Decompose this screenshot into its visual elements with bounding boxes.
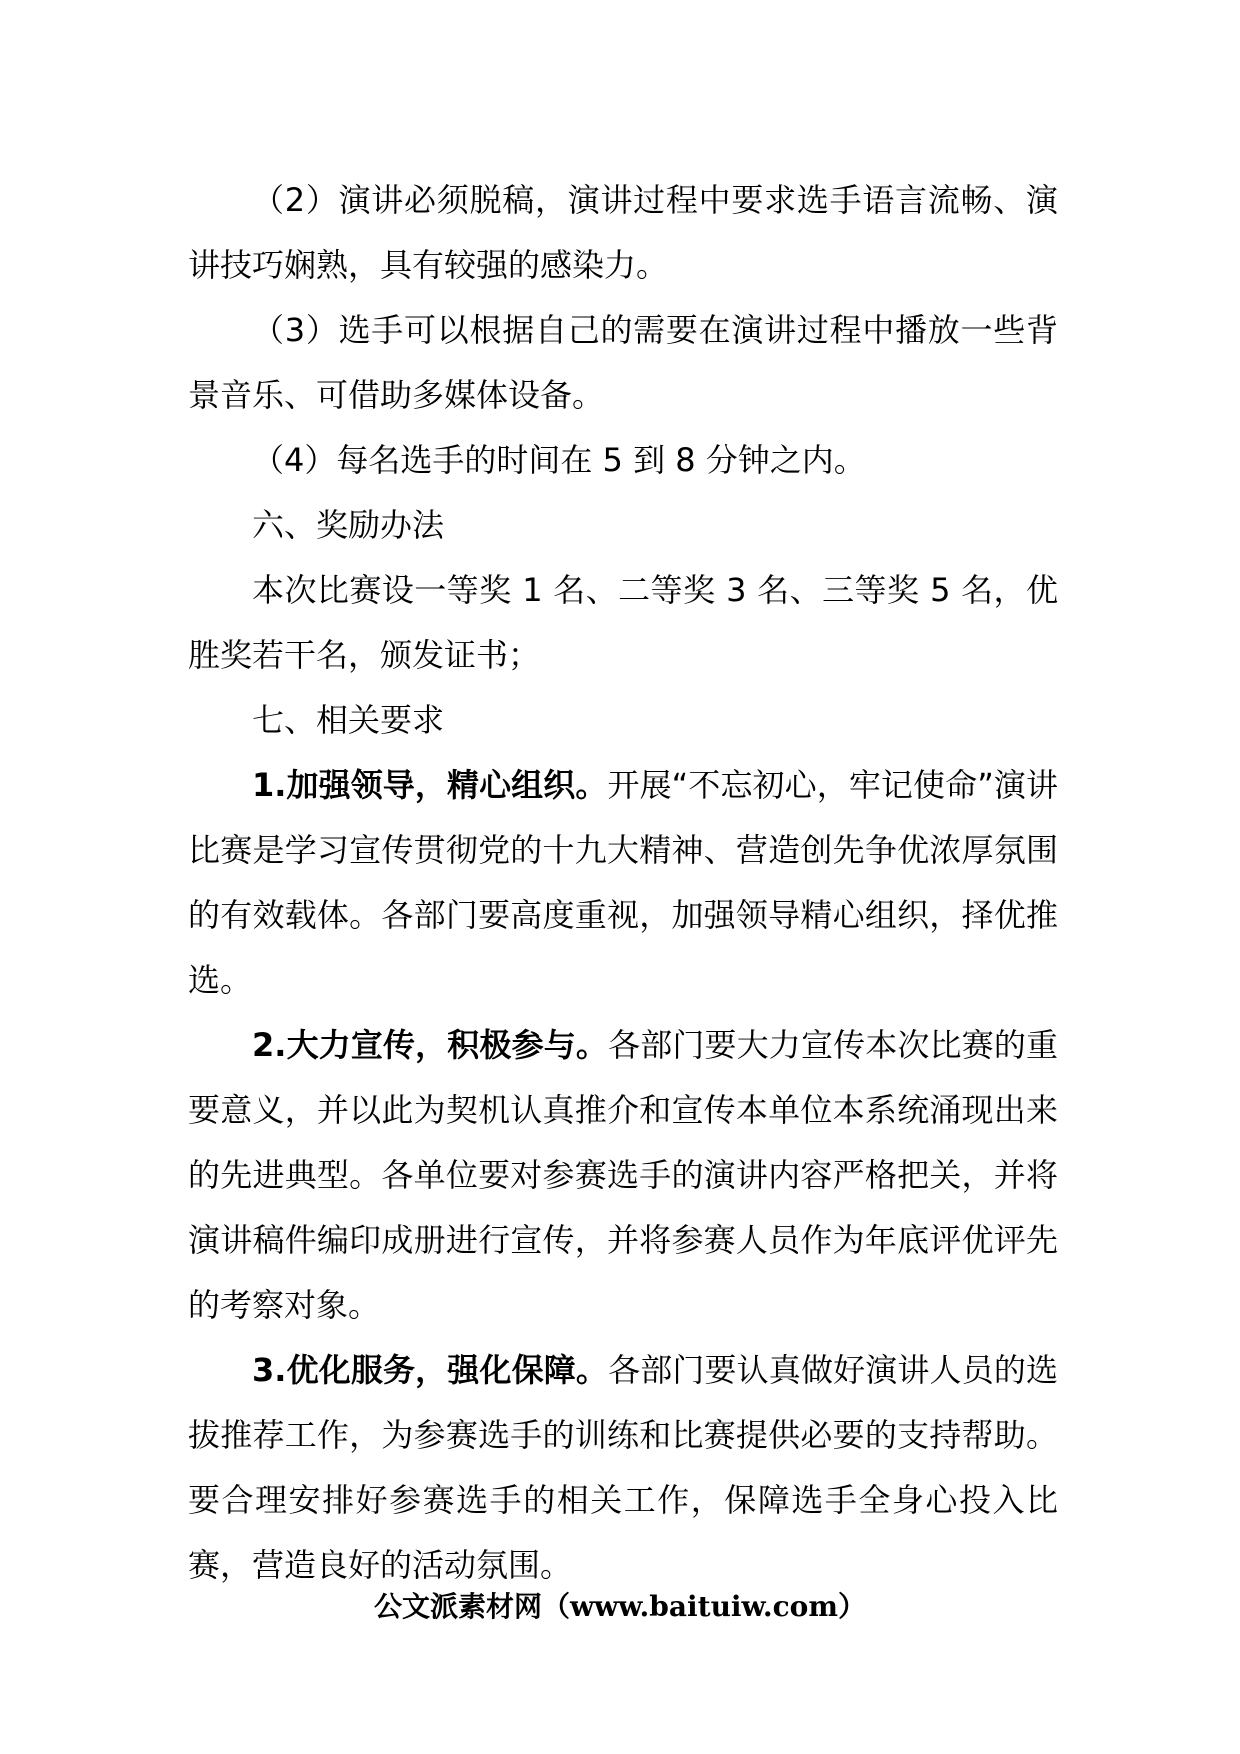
paragraph-text: 本次比赛设一等奖 1 名、二等奖 3 名、三等奖 5 名，优胜奖若干名，颁发证书； [188, 571, 1058, 674]
paragraph-requirement-3 [188, 1338, 1058, 1598]
paragraph-requirement-2 [188, 1013, 1058, 1338]
requirement-title: 2.大力宣传，积极参与。 [252, 1026, 609, 1064]
paragraph-text: 各部门要大力宣传本次比赛的重要意义，并以此为契机认真推介和宣传本单位本系统涌现出来的先进典型。各单位要对参赛选手的演讲内容严格把关，并将演讲稿件编印成册进行宣传，并将参赛人员作为年底评优评先的考察对象。 [188, 1026, 1058, 1324]
paragraph-rule-3 [188, 298, 1058, 428]
requirement-title: 1.加强领导，精心组织。 [252, 766, 608, 804]
paragraph-text: （4）每名选手的时间在 5 到 8 分钟之内。 [252, 441, 866, 479]
document-body [188, 168, 1058, 1598]
paragraph-text: （3）选手可以根据自己的需要在演讲过程中播放一些背景音乐、可借助多媒体设备。 [188, 311, 1058, 414]
paragraph-rewards [188, 558, 1058, 688]
paragraph-requirement-1 [188, 753, 1058, 1013]
section-heading-rewards [188, 493, 1058, 558]
paragraph-rule-2 [188, 168, 1058, 298]
paragraph-text: （2）演讲必须脱稿，演讲过程中要求选手语言流畅、演讲技巧娴熟，具有较强的感染力。 [188, 181, 1058, 284]
heading-text: 七、相关要求 [252, 701, 445, 739]
paragraph-text: 开展“不忘初心，牢记使命”演讲比赛是学习宣传贯彻党的十九大精神、营造创先争优浓厚氛围的有效载体。各部门要高度重视，加强领导精心组织，择优推选。 [188, 766, 1058, 999]
requirement-title: 3.优化服务，强化保障。 [252, 1351, 609, 1389]
paragraph-rule-4 [188, 428, 1058, 493]
footer-watermark: 公文派素材网（www.baituiw.com） [374, 1590, 866, 1623]
section-heading-requirements [188, 688, 1058, 753]
heading-text: 六、奖励办法 [252, 506, 445, 544]
paragraph-text: 各部门要认真做好演讲人员的选拔推荐工作，为参赛选手的训练和比赛提供必要的支持帮助。要合理安排好参赛选手的相关工作，保障选手全身心投入比赛，营造良好的活动氛围。 [188, 1351, 1058, 1584]
